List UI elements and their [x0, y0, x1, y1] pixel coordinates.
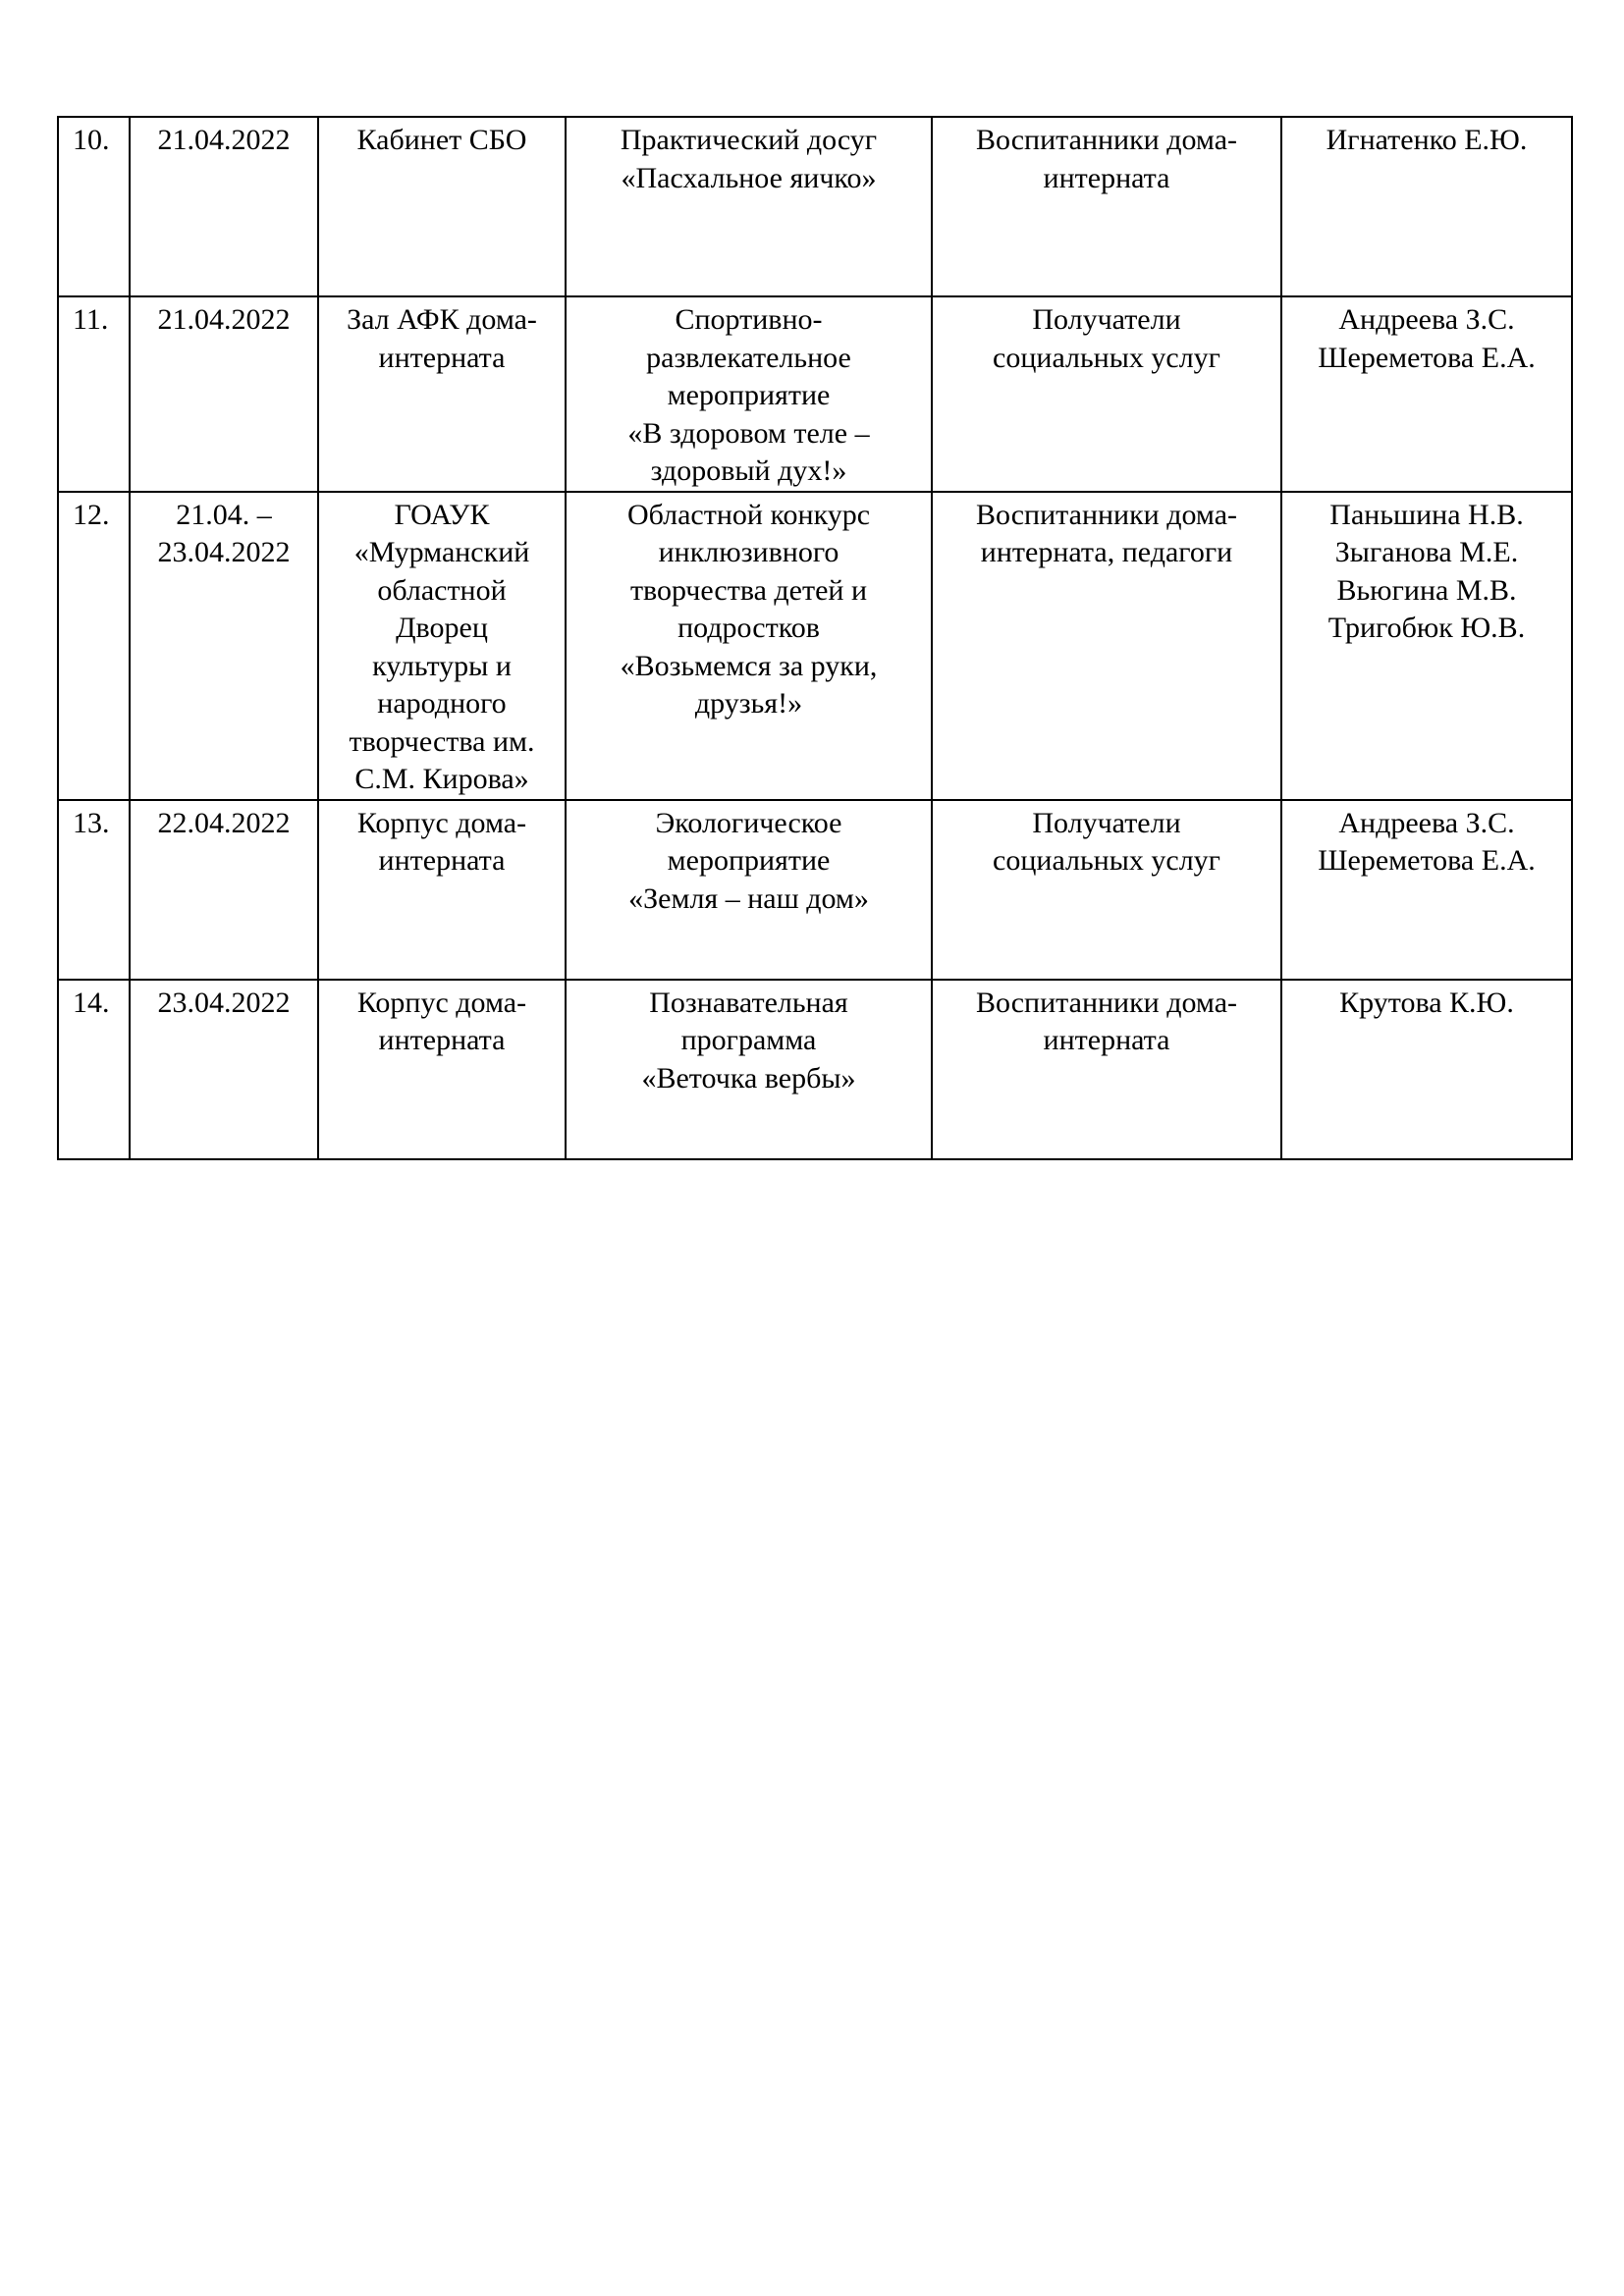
cell-text-line: Воспитанники дома-: [975, 986, 1238, 1019]
cell-text-line: друзья!»: [694, 687, 803, 720]
event-cell: [566, 117, 932, 296]
cell-text-line: 21.04. –: [176, 498, 272, 531]
participants-cell: [932, 980, 1281, 1159]
cell-text-line: 14.: [73, 986, 110, 1019]
cell-text-line: 13.: [73, 806, 110, 839]
responsible-cell: [1281, 296, 1572, 492]
row-number-cell: [58, 980, 130, 1159]
cell-text-line: 21.04.2022: [157, 303, 291, 336]
cell-text-line: Получатели: [1032, 303, 1181, 336]
row-number-cell: [58, 800, 130, 980]
cell-text-line: интерната: [378, 844, 506, 877]
participants-cell: [932, 296, 1281, 492]
participants-cell: [932, 117, 1281, 296]
cell-text-line: 21.04.2022: [157, 124, 291, 156]
cell-text-line: интерната: [378, 341, 506, 374]
cell-text-line: Экологическое: [655, 806, 842, 839]
events-table: [57, 116, 1573, 1160]
cell-text-line: 11.: [73, 303, 109, 336]
cell-text-line: 10.: [73, 124, 110, 156]
date-cell: [130, 800, 318, 980]
cell-text-line: Кабинет СБО: [356, 124, 527, 156]
cell-text-line: инклюзивного: [658, 536, 839, 568]
cell-text-line: интерната, педагоги: [980, 536, 1233, 568]
cell-text-line: Получатели: [1032, 806, 1181, 839]
event-cell: [566, 492, 932, 800]
venue-cell: [318, 800, 566, 980]
cell-text-line: 12.: [73, 498, 110, 531]
responsible-cell: [1281, 800, 1572, 980]
cell-text-line: Тригобюк Ю.В.: [1327, 612, 1526, 644]
cell-text-line: «Возьмемся за руки,: [620, 649, 878, 682]
cell-text-line: Воспитанники дома-: [975, 124, 1238, 156]
cell-text-line: творчества детей и: [629, 573, 868, 607]
cell-text-line: программа: [680, 1024, 817, 1056]
responsible-cell: [1281, 492, 1572, 800]
cell-text-line: Практический досуг: [620, 124, 878, 156]
cell-text-line: Крутова К.Ю.: [1339, 986, 1514, 1019]
date-cell: [130, 492, 318, 800]
date-cell: [130, 296, 318, 492]
participants-cell: [932, 492, 1281, 800]
venue-cell: [318, 492, 566, 800]
cell-text-line: мероприятие: [667, 379, 831, 411]
cell-text-line: Вьюгина М.В.: [1336, 573, 1517, 607]
cell-text-line: Дворец: [396, 612, 488, 644]
table-row: [58, 800, 1572, 980]
event-cell: [566, 296, 932, 492]
cell-text-line: творчества им.: [349, 724, 535, 758]
cell-text-line: 23.04.2022: [157, 986, 291, 1019]
cell-text-line: Корпус дома-: [356, 806, 527, 839]
cell-text-line: областной: [377, 573, 507, 607]
participants-cell: [932, 800, 1281, 980]
cell-text-line: 22.04.2022: [157, 806, 291, 839]
table-row: [58, 117, 1572, 296]
cell-text-line: «В здоровом теле –: [627, 416, 870, 450]
cell-text-line: мероприятие: [667, 844, 831, 877]
table-row: [58, 296, 1572, 492]
cell-text-line: подростков: [677, 612, 820, 644]
table-row: [58, 492, 1572, 800]
cell-text-line: Шереметова Е.А.: [1318, 341, 1536, 374]
cell-text-line: ГОАУК: [394, 498, 490, 531]
cell-text-line: народного: [377, 687, 507, 720]
cell-text-line: «Пасхальное яичко»: [621, 161, 877, 194]
cell-text-line: культуры и: [372, 649, 512, 682]
cell-text-line: социальных услуг: [993, 341, 1220, 374]
responsible-cell: [1281, 117, 1572, 296]
row-number-cell: [58, 117, 130, 296]
row-number-cell: [58, 492, 130, 800]
date-cell: [130, 980, 318, 1159]
cell-text-line: Андреева З.С.: [1338, 806, 1515, 839]
cell-text-line: «Веточка вербы»: [641, 1061, 856, 1095]
cell-text-line: Игнатенко Е.Ю.: [1326, 124, 1528, 156]
venue-cell: [318, 980, 566, 1159]
row-number-cell: [58, 296, 130, 492]
table-row: [58, 980, 1572, 1159]
cell-text-line: развлекательное: [646, 341, 851, 374]
cell-text-line: «Мурманский: [353, 536, 530, 568]
cell-text-line: Корпус дома-: [356, 986, 527, 1019]
cell-text-line: Спортивно-: [675, 303, 823, 336]
cell-text-line: Зыганова М.Е.: [1334, 536, 1519, 568]
events-table-body: [58, 117, 1572, 1159]
venue-cell: [318, 296, 566, 492]
date-cell: [130, 117, 318, 296]
cell-text-line: Зал АФК дома-: [347, 303, 537, 336]
cell-text-line: «Земля – наш дом»: [628, 881, 869, 915]
cell-text-line: 23.04.2022: [157, 536, 291, 568]
venue-cell: [318, 117, 566, 296]
cell-text-line: Паньшина Н.В.: [1329, 498, 1524, 531]
event-cell: [566, 800, 932, 980]
cell-text-line: интерната: [1043, 1024, 1170, 1056]
cell-text-line: интерната: [1043, 161, 1170, 194]
responsible-cell: [1281, 980, 1572, 1159]
cell-text-line: здоровый дух!»: [650, 454, 847, 487]
cell-text-line: Шереметова Е.А.: [1318, 844, 1536, 877]
cell-text-line: С.М. Кирова»: [354, 763, 529, 795]
cell-text-line: интерната: [378, 1024, 506, 1056]
cell-text-line: Воспитанники дома-: [975, 498, 1238, 531]
cell-text-line: Областной конкурс: [626, 498, 871, 531]
cell-text-line: Андреева З.С.: [1338, 303, 1515, 336]
cell-text-line: Познавательная: [649, 986, 848, 1019]
event-cell: [566, 980, 932, 1159]
cell-text-line: социальных услуг: [993, 844, 1220, 877]
